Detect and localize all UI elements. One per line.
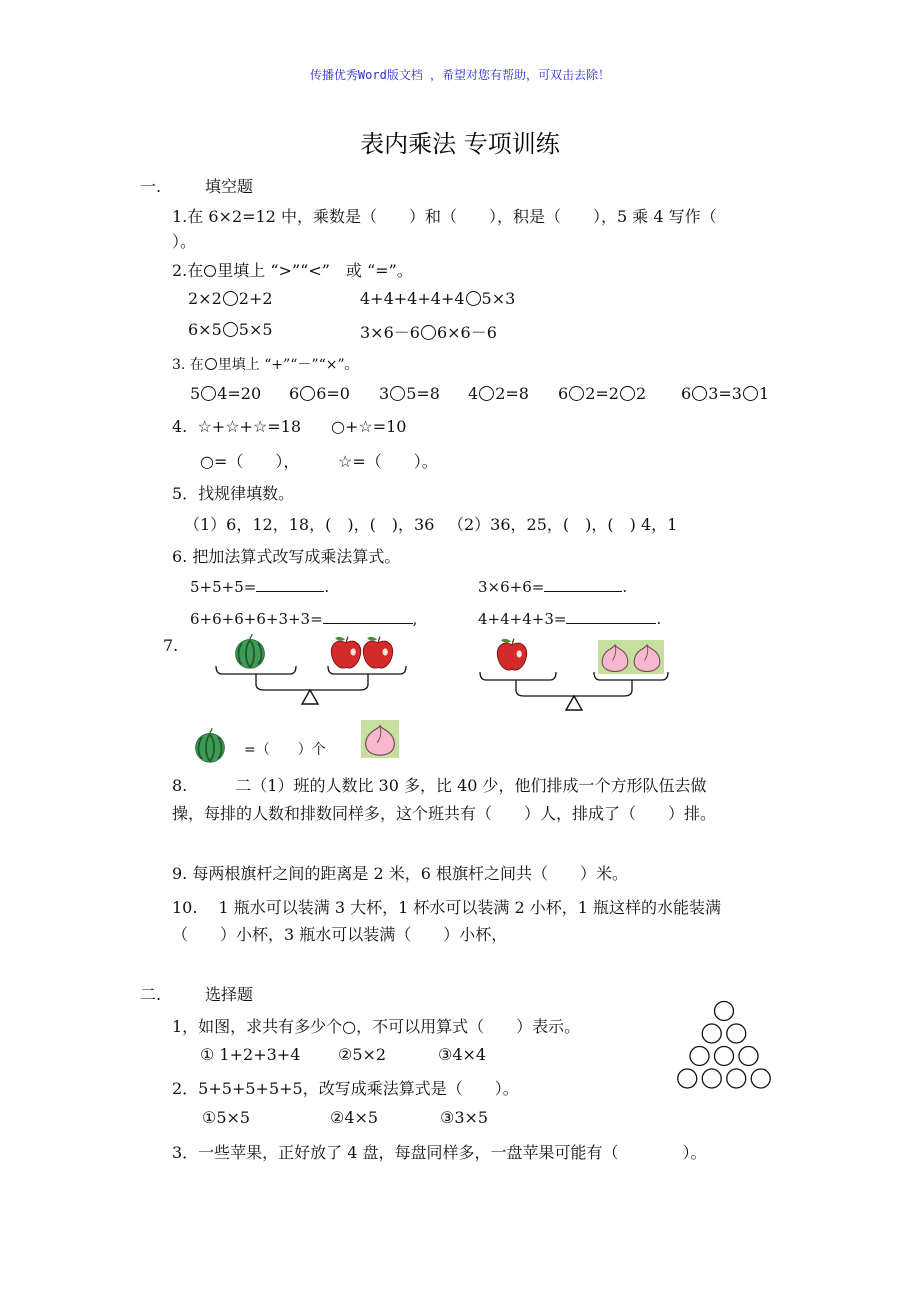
section-1-heading: 填空题: [205, 177, 254, 196]
q3-prompt-b: 里填上 “+”“－”“×”。: [217, 357, 359, 373]
q3-item-1: [190, 384, 261, 403]
q8-line2: 操，每排的人数和排数同样多，这个班共有（ ）人，排成了（ ）排。: [172, 804, 717, 823]
q2-item-left: 4+4+4+4+4: [360, 289, 465, 308]
scale-beam: [256, 674, 368, 690]
figure-circle: [678, 1069, 697, 1088]
q7-number: 7.: [163, 636, 179, 655]
figure-circle: [751, 1069, 770, 1088]
q3-rest: 2=8: [495, 384, 529, 403]
q5-prompt: 5．找规律填数。: [172, 484, 295, 503]
q4-line2-b: ☆=（ ）。: [338, 452, 438, 471]
figure-circle: [739, 1047, 758, 1066]
q2-item-right: 2+2: [238, 289, 273, 308]
q6-expr: 6+6+6+6+3+3=: [190, 610, 323, 628]
page-title: 表内乘法 专项训练: [360, 130, 560, 158]
q3-operand: 3: [379, 384, 390, 403]
figure-circle: [702, 1069, 721, 1088]
q6-end: .: [656, 610, 662, 628]
operator-circle-blank[interactable]: [743, 386, 758, 401]
operator-circle-blank[interactable]: [620, 386, 635, 401]
q2-item-3: [188, 320, 273, 339]
q6-end: ,: [412, 610, 418, 628]
q3-operand: 6: [289, 384, 300, 403]
answer-blank[interactable]: [323, 609, 413, 624]
q2-item-right: 5×3: [481, 289, 516, 308]
scale-pan-left: [480, 672, 556, 680]
q3-operand: 2: [635, 384, 647, 403]
q6-expr: 3×6+6=: [478, 578, 545, 596]
q8-line1: 8. 二（1）班的人数比 30 多，比 40 少，他们排成一个方形队伍去做: [172, 776, 707, 795]
q6-end: .: [622, 578, 628, 596]
q3-operand: 5: [190, 384, 201, 403]
watermelon-icon: [192, 728, 228, 764]
scale-fulcrum: [566, 696, 582, 710]
q3-item-5: [558, 384, 646, 403]
s2-q2-option-2[interactable]: ②4×5: [330, 1108, 379, 1127]
q2-item-left: 2×2: [188, 289, 222, 308]
s2-q2-prompt: 2．5+5+5+5+5，改写成乘法算式是（ ）。: [172, 1079, 519, 1098]
q3-item-6: [681, 384, 769, 403]
q5-seq-1: （1）6，12，18，( )，( )，36: [184, 515, 435, 534]
balance-scale-1: [210, 632, 410, 712]
circle-triangle-figure: [676, 1000, 776, 1095]
operator-circle-blank[interactable]: [569, 386, 584, 401]
q3-operand: 4: [468, 384, 479, 403]
q2-item-left: 6×5: [188, 320, 222, 339]
compare-circle-blank[interactable]: [223, 291, 238, 306]
q6-prompt: 6. 把加法算式改写成乘法算式。: [172, 547, 401, 566]
s2-q2-option-3[interactable]: ③3×5: [440, 1108, 489, 1127]
q3-prompt-a: 3. 在: [172, 357, 204, 373]
q6-item-1: [190, 577, 329, 596]
q1-line2: ）。: [172, 232, 197, 251]
q3-rest: 4=20: [217, 384, 262, 403]
scale-beam: [516, 680, 632, 696]
q7-answer-equation: =（ ）个: [244, 742, 326, 758]
section-1-number: 一.: [140, 177, 162, 196]
q3-operand: 1: [758, 384, 770, 403]
figure-circle: [727, 1069, 746, 1088]
figure-circle: [702, 1024, 721, 1043]
circle-icon: [204, 265, 216, 277]
apple-icon: [363, 637, 392, 668]
q1-line1: 1.在 6×2=12 中，乘数是（ ）和（ ），积是（ ），5 乘 4 写作（: [172, 207, 717, 226]
s2-q1-prompt: 1，如图，求共有多少个○，不可以用算式（ ）表示。: [172, 1017, 581, 1036]
q9-text: 9. 每两根旗杆之间的距离是 2 米，6 根旗杆之间共（ ）米。: [172, 864, 628, 883]
operator-circle-blank[interactable]: [201, 386, 216, 401]
q3-operand: 6: [558, 384, 569, 403]
s2-q2-option-1[interactable]: ①5×5: [202, 1108, 251, 1127]
q2-item-1: [188, 289, 273, 308]
answer-blank[interactable]: [544, 577, 622, 592]
q2-item-right: 6×6－6: [436, 323, 497, 342]
q4-line2-a: ○=（ ），: [200, 452, 300, 471]
q4-line1-a: 4. ☆+☆+☆=18: [172, 417, 302, 436]
q6-item-4: [478, 609, 661, 628]
q10-line1: 10. 1 瓶水可以装满 3 大杯，1 杯水可以装满 2 小杯，1 瓶这样的水能装满: [172, 898, 722, 917]
operator-circle-blank[interactable]: [692, 386, 707, 401]
q5-seq-2: （2）36，25，( )，( ) 4，1: [448, 515, 678, 534]
q2-item-left: 3×6－6: [360, 323, 420, 342]
peach-icon: [361, 720, 399, 758]
q6-item-3: [190, 609, 417, 628]
balance-scale-2: [476, 636, 676, 716]
q2-item-2: [360, 289, 515, 308]
q2-prompt-b: 里填上 “>”“<” 或 “=”。: [217, 261, 413, 280]
q3-rest: 2=2: [585, 384, 619, 403]
q3-item-4: [468, 384, 529, 403]
q10-line2: （ ）小杯，3 瓶水可以装满（ ）小杯，: [172, 925, 508, 944]
scale-fulcrum: [302, 690, 318, 704]
q3-rest: 3=3: [708, 384, 742, 403]
figure-circle: [715, 1002, 734, 1021]
watermelon-icon: [236, 634, 265, 668]
compare-circle-blank[interactable]: [421, 325, 436, 340]
s2-q3-text: 3．一些苹果，正好放了 4 盘，每盘同样多，一盘苹果可能有（ ）。: [172, 1143, 707, 1162]
q3-rest: 5=8: [406, 384, 440, 403]
q2-item-4: [360, 320, 497, 343]
header-banner: 传播优秀Word版文档 ，希望对您有帮助，可双击去除！: [309, 68, 611, 82]
peach-icon: [630, 640, 664, 674]
q4-line1-b: ○+☆=10: [331, 417, 407, 436]
q3-item-2: [289, 384, 350, 403]
peach-icon: [598, 640, 632, 674]
circle-icon: [205, 358, 217, 370]
figure-circle: [727, 1024, 746, 1043]
q3-prompt: [172, 354, 359, 374]
operator-circle-blank[interactable]: [479, 386, 494, 401]
q2-prompt: [172, 258, 413, 281]
q6-item-2: [478, 577, 627, 596]
s2-q1-option-3[interactable]: ③4×4: [438, 1045, 487, 1064]
section-2-heading: 选择题: [205, 985, 254, 1004]
q6-end: .: [324, 578, 330, 596]
answer-blank[interactable]: [566, 609, 656, 624]
s2-q1-option-2[interactable]: ②5×2: [338, 1045, 387, 1064]
section-2-number: 二.: [140, 985, 162, 1004]
compare-circle-blank[interactable]: [466, 291, 481, 306]
q6-expr: 4+4+4+3=: [478, 610, 567, 628]
apple-icon: [497, 639, 526, 670]
apple-icon: [331, 637, 360, 668]
operator-circle-blank[interactable]: [300, 386, 315, 401]
q3-operand: 6: [681, 384, 692, 403]
q6-expr: 5+5+5=: [190, 578, 257, 596]
figure-circle: [715, 1047, 734, 1066]
q2-prompt-a: 2.在: [172, 261, 204, 280]
figure-circle: [690, 1047, 709, 1066]
compare-circle-blank[interactable]: [223, 322, 238, 337]
q3-rest: 6=0: [316, 384, 350, 403]
s2-q1-option-1[interactable]: ① 1+2+3+4: [200, 1045, 301, 1064]
q3-item-3: [379, 384, 440, 403]
answer-blank[interactable]: [256, 577, 324, 592]
operator-circle-blank[interactable]: [390, 386, 405, 401]
q2-item-right: 5×5: [238, 320, 273, 339]
